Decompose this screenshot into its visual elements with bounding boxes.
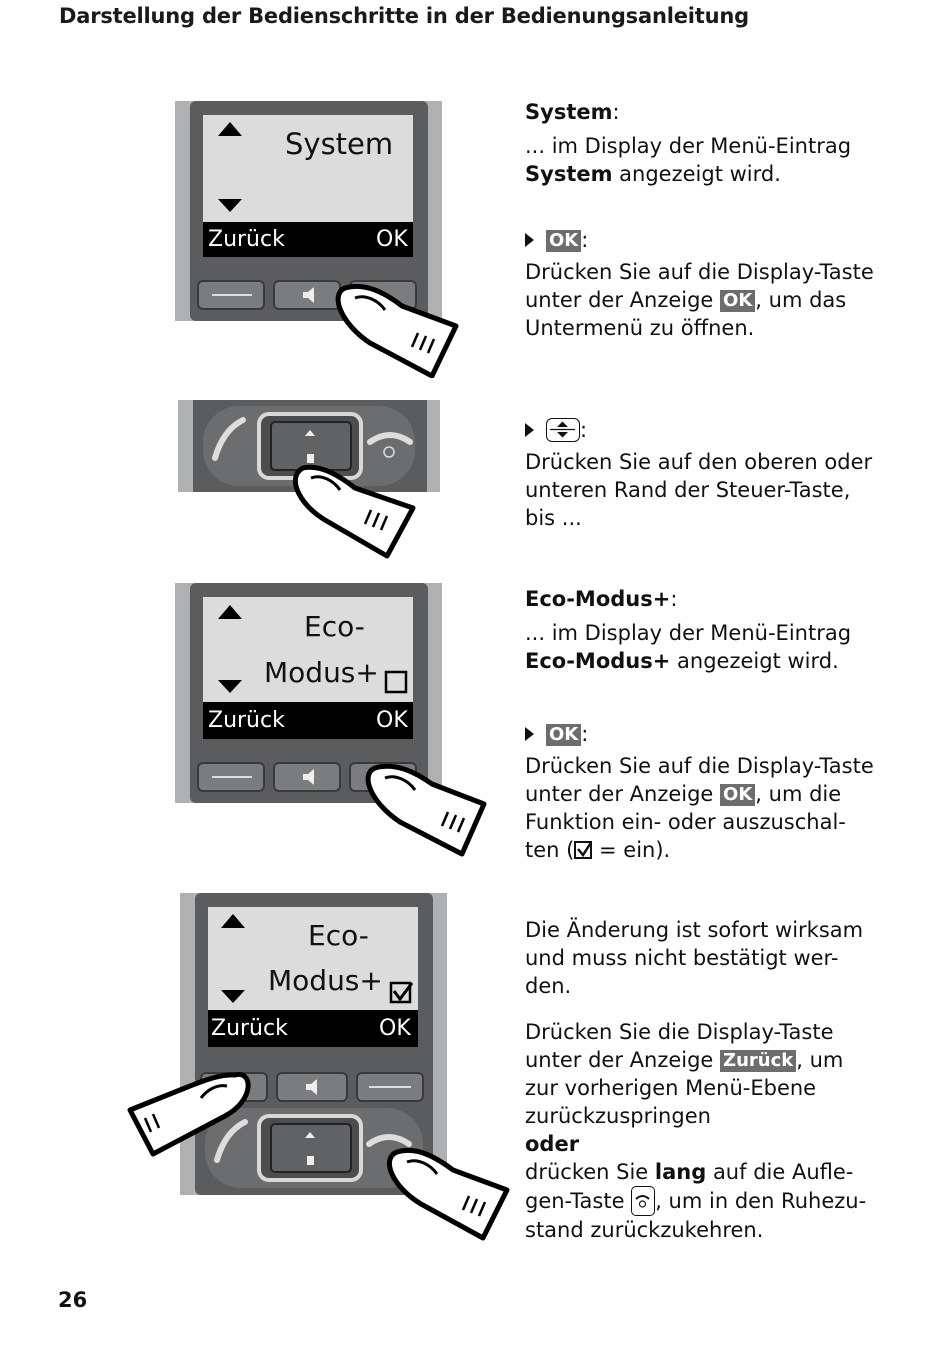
softkey-right-label: OK — [376, 708, 408, 733]
step-text: Drücken Sie auf den oberen oder — [525, 450, 873, 474]
step-text-3: zur vorherigen Menü-Ebene — [525, 1076, 817, 1100]
bold-term: System — [525, 162, 613, 186]
phone-illustration-system — [170, 98, 470, 378]
text-part: unter der Anzeige — [525, 1048, 721, 1072]
step-text: Drücken Sie auf die Display-Taste — [525, 260, 874, 284]
page-header: Darstellung der Bedienschritte in der Bedienungsanleitung — [59, 4, 749, 28]
step-text-7: stand zurückzukehren. — [525, 1218, 764, 1242]
checkbox-checked-icon — [574, 841, 592, 859]
step-text-3: Untermenü zu öffnen. — [525, 316, 755, 340]
phone-illustration-navkey — [175, 398, 475, 563]
bold-term: lang — [654, 1160, 707, 1184]
step-text-2 — [525, 160, 925, 188]
screen-title-line2: Modus+ — [264, 656, 379, 689]
bold-term: Eco-Modus+ — [525, 649, 671, 673]
step-heading: System — [525, 100, 613, 124]
finger-right-icon — [389, 1150, 507, 1238]
back-key-symbol: Zurück — [720, 1050, 796, 1072]
ok-key-symbol: OK — [546, 230, 581, 252]
screen-title-line1: Eco- — [304, 610, 365, 643]
step-text-6 — [525, 1186, 925, 1216]
softkey-right-label: OK — [376, 227, 408, 252]
step-text-2 — [525, 647, 925, 675]
screen-title-line1: Eco- — [308, 919, 369, 952]
text-part: , um das — [755, 288, 847, 312]
text-part: , um — [796, 1048, 844, 1072]
step-heading: Eco-Modus+ — [525, 587, 671, 611]
finger-icon — [368, 766, 484, 854]
end-call-key-icon — [631, 1186, 655, 1216]
step-text-2: unteren Rand der Steuer-Taste, — [525, 478, 851, 502]
step-text-2 — [525, 286, 925, 314]
step-text: Drücken Sie auf die Display-Taste — [525, 754, 874, 778]
step-text-4: zurückzuspringen — [525, 1104, 711, 1128]
step-text: ... im Display der Menü-Eintrag — [525, 621, 852, 645]
text-part: gen-Taste — [525, 1189, 632, 1213]
softkey-right-label: OK — [379, 1016, 411, 1041]
softkey-left-label: Zurück — [211, 1016, 288, 1041]
phone-illustration-eco-unchecked — [170, 580, 490, 860]
arrow-right-icon — [525, 727, 534, 741]
ok-key-symbol: OK — [720, 290, 755, 312]
step-text-3: Funktion ein- oder auszuschal- — [525, 810, 846, 834]
step-system — [525, 98, 925, 188]
page-number: 26 — [58, 1288, 88, 1312]
text-part: ten ( — [525, 838, 575, 862]
step-text-3: bis ... — [525, 506, 582, 530]
screen-title-line2: Modus+ — [268, 964, 383, 997]
step-text-2 — [525, 1046, 925, 1074]
step-note — [525, 916, 925, 1000]
step-text: Drücken Sie die Display-Taste — [525, 1020, 834, 1044]
text-rest: angezeigt wird. — [612, 162, 781, 186]
screen-title: System — [285, 127, 394, 161]
step-text-5 — [525, 1158, 925, 1186]
softkey-left-label: Zurück — [208, 227, 285, 252]
arrow-right-icon — [525, 423, 534, 437]
phone-illustration-eco-checked — [125, 890, 510, 1250]
step-text-4 — [525, 836, 925, 864]
text-rest: angezeigt wird. — [670, 649, 839, 673]
step-eco-modus: Eco-Modus+: ... im Display der Menü-Eintrag Eco-Modus+ angezeigt wird. — [525, 585, 925, 675]
text-part: , um die — [755, 782, 842, 806]
arrow-right-icon — [525, 233, 534, 247]
step-back — [525, 1018, 925, 1244]
navigation-key-icon — [546, 418, 580, 442]
step-navkey: : Drücken Sie auf den oberen oder unteren Rand der Steuer-Taste, bis ... — [525, 416, 925, 532]
step-text: ... im Display der Menü-Eintrag — [525, 134, 852, 158]
or-label: oder — [525, 1132, 580, 1156]
step-text-2: und muss nicht bestätigt wer- — [525, 946, 839, 970]
text-part: unter der Anzeige — [525, 782, 721, 806]
text-part: auf die Aufle- — [706, 1160, 854, 1184]
colon: : — [612, 100, 620, 124]
step-text-3: den. — [525, 974, 572, 998]
softkey-left-label: Zurück — [208, 708, 285, 733]
text-part: unter der Anzeige — [525, 288, 721, 312]
step-text: Die Änderung ist sofort wirksam — [525, 918, 864, 942]
step-ok-2: OK : Drücken Sie auf die Display-Taste unter der Anzeige OK , um die Funktion ein- oder auszuschal- ten ( = ein). — [525, 720, 925, 864]
text-part: , um in den Ruhezu- — [655, 1189, 867, 1213]
text-part: drücken Sie — [525, 1160, 655, 1184]
text-part: = ein). — [592, 838, 671, 862]
step-text-2 — [525, 780, 925, 808]
ok-key-symbol: OK — [546, 724, 581, 746]
ok-key-symbol: OK — [720, 784, 755, 806]
step-ok-1: OK : Drücken Sie auf die Display-Taste unter der Anzeige OK , um das Untermenü zu öffnen. — [525, 226, 925, 342]
